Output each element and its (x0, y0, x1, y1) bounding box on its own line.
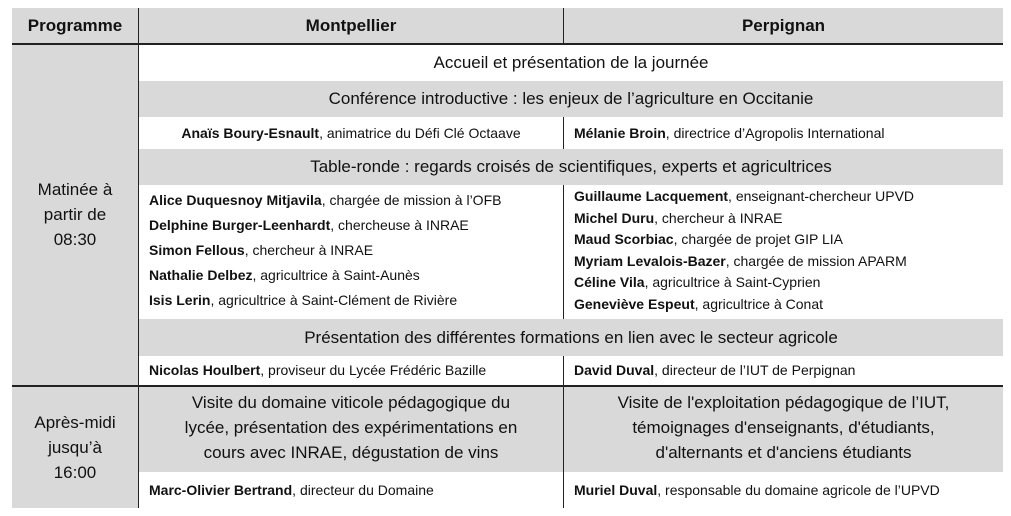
participant-role: , chargée de mission à l’OFB (321, 192, 502, 208)
visit-line: d'alternants et d'anciens étudiants (655, 443, 912, 462)
conference-city-divider (563, 117, 564, 149)
afternoon-label-line: jusqu’à (48, 438, 102, 457)
visit-montpellier (139, 387, 563, 472)
participant-name: Simon Fellous (149, 242, 245, 258)
participant-name: Céline Vila (574, 274, 645, 290)
participant-role: , agricultrice à Conat (694, 295, 824, 312)
afternoon-label-line: Après-midi (34, 413, 116, 432)
conference-title: Conférence introductive : les enjeux de l’agriculture en Occitanie (139, 81, 1003, 117)
host-name: Marc-Olivier Bertrand (149, 482, 293, 498)
afternoon-city-divider (563, 387, 564, 508)
formations-title: Présentation des différentes formations en lien avec le secteur agricole (139, 319, 1003, 356)
header-programme: Programme (12, 8, 138, 43)
list-item (149, 188, 563, 213)
participant-name: Michel Duru (574, 209, 655, 226)
conference-perpignan-speaker (564, 117, 1003, 149)
list-item (149, 263, 563, 288)
speaker-name: Nicolas Houlbert (149, 362, 261, 378)
list-item (574, 294, 1003, 316)
participant-name: Alice Duquesnoy Mitjavila (149, 192, 322, 208)
visit-line: Visite du domaine viticole pédagogique du (191, 393, 511, 412)
visit-line: cours avec INRAE, dégustation de vins (203, 443, 499, 462)
visit-line: témoignages d'enseignants, d'étudiants, (632, 418, 935, 437)
participant-role: , agricultrice à Saint-Clément de Rivière (210, 292, 458, 308)
roundtable-montpellier-list (139, 188, 563, 318)
morning-label-line: 08:30 (53, 230, 97, 249)
list-item (149, 213, 563, 238)
participant-name: Nathalie Delbez (149, 267, 253, 283)
participant-role: , enseignant-chercheur UPVD (728, 188, 915, 204)
host-role: , directeur du Domaine (292, 482, 434, 498)
speaker-name: Anaïs Boury-Esnault (181, 125, 320, 141)
programme-column-divider (138, 8, 139, 508)
list-item (574, 186, 1003, 208)
session-divider (12, 385, 1003, 387)
roundtable-perpignan-list (564, 186, 1003, 318)
participant-name: Maud Scorbiac (574, 231, 674, 247)
speaker-role: , directeur de l’IUT de Perpignan (654, 362, 856, 378)
participant-name: Geneviève Espeut (574, 295, 695, 312)
participant-role: , agricultrice à Saint-Aunès (252, 267, 420, 283)
speaker-name: Mélanie Broin (574, 124, 666, 141)
header-city-divider (563, 8, 564, 44)
morning-label-line: Matinée à (37, 180, 113, 199)
visit-line: lycée, présentation des expérimentations en (184, 418, 518, 437)
participant-name: Delphine Burger-Leenhardt (149, 217, 331, 233)
participant-name: Guillaume Lacquement (574, 188, 729, 204)
host-name: Muriel Duval (574, 482, 658, 498)
header-montpellier: Montpellier (139, 8, 563, 43)
host-montpellier (139, 473, 563, 508)
formations-city-divider (563, 356, 564, 385)
welcome-row: Accueil et présentation de la journée (139, 44, 1003, 81)
conference-montpellier-speaker (139, 117, 563, 149)
participant-name: Myriam Levalois-Bazer (574, 252, 726, 269)
participant-role: , chercheur à INRAE (654, 209, 783, 226)
speaker-role: , animatrice du Défi Clé Octaave (319, 125, 521, 141)
visit-perpignan (564, 387, 1003, 472)
list-item (574, 208, 1003, 230)
list-item (574, 229, 1003, 251)
roundtable-title: Table-ronde : regards croisés de scientifiques, experts et agricultrices (139, 149, 1003, 185)
afternoon-label (12, 387, 138, 508)
participant-role: , chercheuse à INRAE (330, 217, 469, 233)
host-role: , responsable du domaine agricole de l’UPVD (657, 482, 940, 498)
participant-role: , agricultrice à Saint-Cyprien (644, 274, 821, 290)
afternoon-label-line: 16:00 (53, 463, 97, 482)
participant-role: , chargée de mission APARM (725, 252, 907, 269)
morning-label (12, 44, 138, 385)
participant-role: , chargée de projet GIP LIA (673, 231, 843, 247)
list-item (149, 238, 563, 263)
morning-label-line: partir de (43, 205, 107, 224)
header-divider (12, 43, 1003, 45)
visit-line: Visite de l'exploitation pédagogique de l’IUT, (617, 393, 950, 412)
list-item (149, 288, 563, 313)
formations-perpignan-speaker (564, 356, 1003, 385)
participant-name: Isis Lerin (149, 292, 211, 308)
host-perpignan (564, 473, 1003, 508)
speaker-role: , directrice d’Agropolis International (665, 124, 885, 141)
programme-table (12, 8, 1003, 508)
formations-montpellier-speaker (139, 356, 563, 385)
speaker-role: , proviseur du Lycée Frédéric Bazille (260, 362, 487, 378)
list-item (574, 251, 1003, 273)
header-perpignan: Perpignan (564, 8, 1003, 43)
speaker-name: David Duval (574, 362, 655, 378)
participant-role: , chercheur à INRAE (244, 242, 374, 258)
roundtable-city-divider (563, 185, 564, 319)
list-item (574, 272, 1003, 294)
